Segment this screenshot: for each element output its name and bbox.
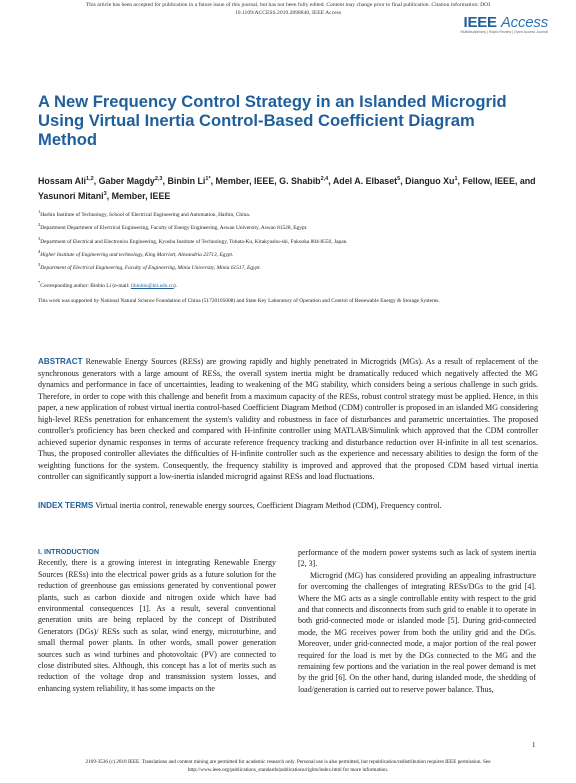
corresponding-label: Corresponding author: Binbin Li (e-mail: (40, 283, 131, 290)
page-number: 1 (532, 741, 536, 749)
author-separator: , Member, IEEE (106, 190, 171, 201)
author-name: Binbin Li (167, 175, 206, 186)
affiliations (38, 207, 538, 306)
author-separator: , (93, 175, 99, 186)
affiliation-item (38, 220, 538, 233)
affiliation-text: Harbin Institute of Technology, School of Electrical Engineering and Automation, Harbin, China. (40, 211, 251, 218)
author-separator: , (162, 175, 168, 186)
corresponding-author: *Corresponding author: Binbin Li (e-mail: libinbin@hit.edu.cn). (38, 280, 177, 290)
paper-title: A New Frequency Control Strategy in an Islanded Microgrid Using Virtual Inertia Control-Based Coefficient Diagram Method (38, 92, 507, 149)
author-name: Gaber Magdy (98, 175, 155, 186)
logo-word-access: Access (500, 14, 548, 31)
author-affiliation-marker: 3 (103, 190, 107, 197)
author-affiliation-marker: 2,3 (154, 176, 163, 182)
corresponding-email-link[interactable]: libinbin@hit.edu.cn (130, 283, 174, 290)
notice-line-2: 10.1109/ACCESS.2019.2898840, IEEE Access (234, 10, 342, 16)
affiliation-marker: 1 (38, 209, 41, 214)
author-separator: , (328, 175, 333, 186)
notice-line-1: This article has been accepted for publication in a future issue of this journal, but has not been fully edited. Content may change prior to final publication. Citation information: DOI (85, 2, 491, 8)
author-affiliation-marker: 2,4 (320, 176, 329, 182)
affiliation-text: Department of Electrical and Electronics Engineering, Kyushu Institute of Technology, Tobata-Ku, Kitakyushu-shi, Fukuoka 804-8550, Japan. (40, 238, 348, 245)
author-name: Dianguo Xu (405, 175, 455, 186)
author-name: G. Shabib (279, 175, 321, 186)
affiliation-marker: 4 (38, 248, 41, 254)
author-affiliation-marker: 1* (205, 176, 211, 182)
author-affiliation-marker: 5 (397, 176, 401, 182)
author-name: Adel A. Elbaset (332, 175, 398, 186)
author-affiliation-marker: 1 (454, 176, 458, 182)
logo-tagline: Multidisciplinary | Rapid Review | Open Access Journal (460, 30, 548, 34)
funding-note: This work was supported by National Natural Science Foundation of China (51720105008) and State Key Laboratory of Operation and Control of Renewable Energy & Storage Systems. (38, 297, 440, 304)
author-affiliation-marker: 1,2 (86, 176, 94, 182)
footer-line-2[interactable]: http://www.ieee.org/publications_standards/publications/rights/index.html for more information. (187, 767, 389, 773)
author-name: Yasunori Mitani (38, 190, 104, 201)
body-column-left (38, 546, 276, 694)
logo-wordmark (461, 14, 548, 31)
affiliation-item (38, 207, 538, 220)
introduction-paragraph-1: Recently, there is a growing interest in integrating Renewable Energy Sources (RESs) into the electrical power grids as a future solution for the reduction of greenhouse gas emissions generated by conventional power plants, such as carbon dioxide and nitrogen oxide which have bad environmental consequences [1]. As a result, several conventional generation units are being replaced by the concept of Distributed Generators (DGs)/ RESs such as solar, wind energy, microturbine, and small thermal power plants. In other words, small power generation sources such as wind turbines and photovoltaic (PV) are connected to close distributed sites. Although, this concept has a lot of merits such as reduction of the voltage drop and transmission system losses, and enhancing system reliability, it has some impacts on the (38, 558, 276, 693)
affiliation-list (38, 207, 538, 273)
affiliation-text: Higher Institute of Engineering and technology, King Marriott, Alexandria 23713, Egypt. (40, 251, 234, 258)
author-separator: , (400, 175, 406, 186)
abstract-heading: ABSTRACT (38, 357, 83, 366)
body-column-right (298, 547, 536, 695)
affiliation-item (38, 234, 538, 247)
introduction-heading: I. INTRODUCTION (38, 547, 100, 556)
affiliation-marker: 3 (38, 235, 41, 241)
corresponding-end: ). (173, 283, 177, 290)
index-terms-heading: INDEX TERMS (38, 501, 94, 510)
ieee-access-logo[interactable] (461, 14, 548, 34)
copyright-footer (0, 758, 576, 774)
affiliation-item (38, 260, 538, 273)
author-separator: , Member, IEEE, (210, 175, 280, 186)
abstract-text: Renewable Energy Sources (RESs) are growing rapidly and highly penetrated in Microgrids (MGs). As a result of replacement of the synchronous generators with a large amount of RESs, the overall system inertia might be dramatically reduced which negatively affected the MG dynamics and performance in face of uncertainties, leading to weakening of the MG stability, which considers being a serious challenge in such grids. Therefore, in order to cope with this challenge and benefit from a maximum capacity of the RESs, robust control strategy must be applied. Hence, in this paper, a new application of robust virtual inertia control-based Coefficient Diagram Method (CDM) controller is proposed in an islanded MG considering high-level RESs penetration for enhancement the system's validity and robustness in face of disturbances and parametric uncertainties. The proposed controller's proficiency has been checked and compared with H-infinite controller using MATLAB/Simulink which approved that the CDM controller achieved superior dynamic responses in terms of accurate reference frequency tracking and disturbance reduction over H-infinite in all test scenarios. Thus, the proposed controller alleviates the difficulties of H-infinite controller such as the experience and necessary abilities to design the form of the weighting functions for the system. Consequently, the frequency stability is improved and approved that the proposed CDM based virtual inertia controller can significantly support a low-inertia islanded microgrid against RESs and load fluctuations. (38, 357, 538, 481)
introduction-paragraph-3: Microgrid (MG) has considered providing an appealing infrastructure for overcoming the challenges of integrating RESs/DGs to the grid [4]. Where the MG acts as a single controllable entity with respect to the grid and that connects and disconnects from such grid to enable it to operate in both grid-connected mode or islanded mode [5]. During grid-connected mode, the MG receives power from both the utility grid and the DGs. Moreover, under grid-connected mode, a major portion of the real power required for the load is met by the DGs connected to the MG and the remaining few portions and the variation in the real power demand is met by the grid [6]. On the other hand, during islanded mode, the shedding of load/generation is carried out to reserve power balance. Thus, (298, 570, 536, 694)
affiliation-marker: 2 (38, 222, 41, 228)
abstract (38, 356, 538, 483)
index-terms (38, 500, 538, 512)
index-terms-text: Virtual inertia control, renewable energy sources, Coefficient Diagram Method (CDM), Frequency control. (95, 501, 442, 510)
author-list (38, 173, 538, 203)
logo-word-ieee: IEEE (463, 14, 497, 31)
footer-line-1: 2169-3536 (c) 2018 IEEE. Translations and content mining are permitted for academic research only. Personal use is also permitted, but republication/redistribution requires IEEE permission. See (85, 759, 491, 765)
affiliation-item (38, 247, 538, 260)
introduction-paragraph-2: performance of the modern power systems such as lack of system inertia [2, 3]. (298, 548, 536, 569)
affiliation-text: Department of Electrical Engineering, Faculty of Engineering, Minia University, Minia 61517, Egypt. (40, 264, 261, 271)
author-separator: , Fellow, IEEE, and (457, 175, 536, 186)
author-name: Hossam Ali (38, 175, 87, 186)
affiliation-text: Department Department of Electrical Engineering, Faculty of Energy Engineering, Aswan University, Aswan 81528, Egypt. (40, 225, 308, 232)
affiliation-marker: 5 (38, 262, 41, 268)
